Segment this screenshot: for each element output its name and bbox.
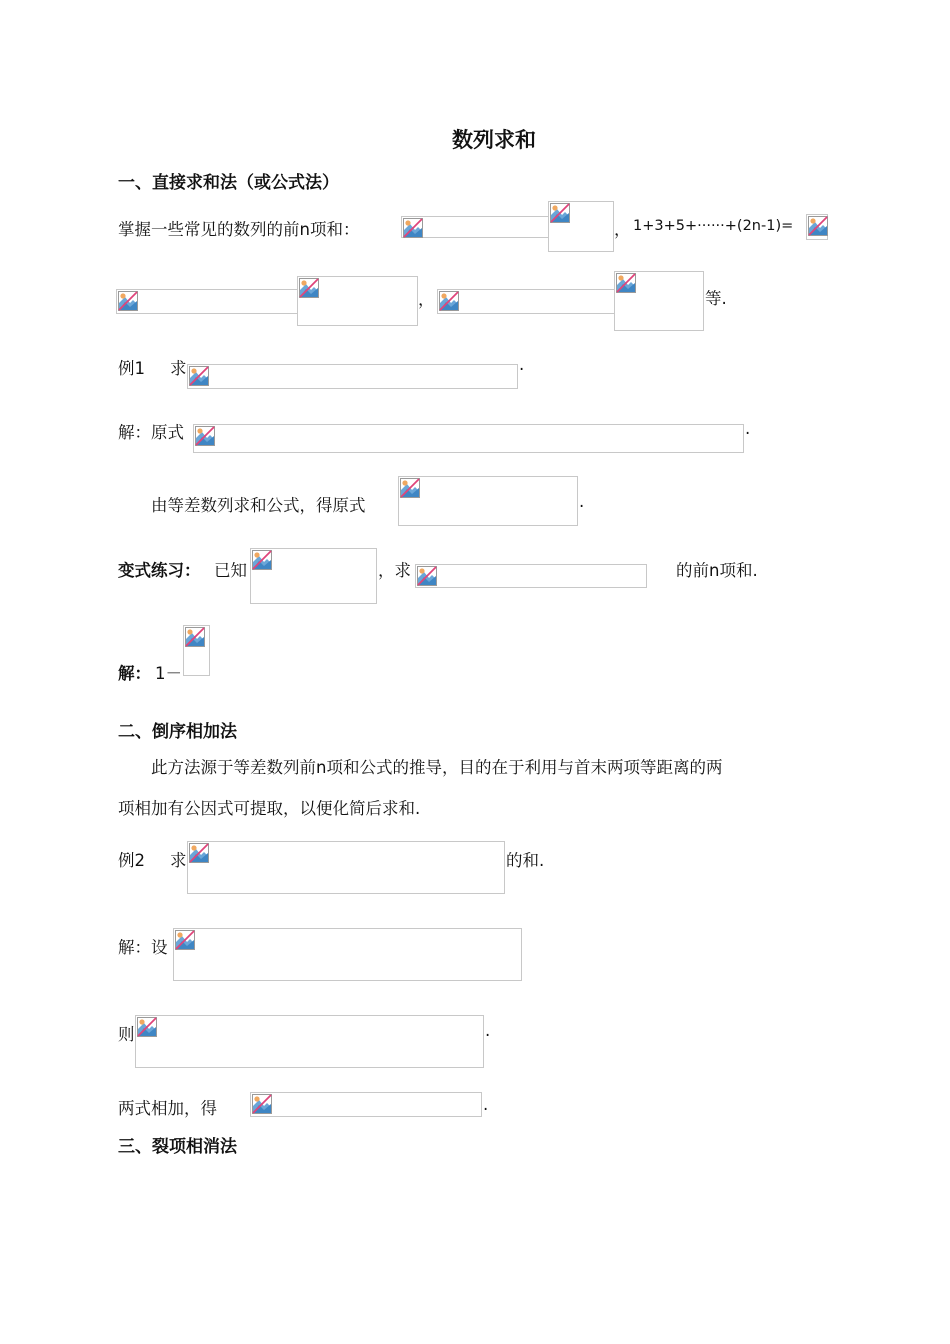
then-label: 则	[118, 1025, 135, 1044]
broken-image-icon	[252, 550, 272, 570]
broken-image-icon	[118, 291, 138, 311]
formula-image	[398, 476, 578, 526]
broken-image-icon	[185, 627, 205, 647]
page-title: 数列求和	[452, 128, 536, 152]
broken-image-icon	[137, 1017, 157, 1037]
variant-label: 变式练习：	[118, 561, 201, 580]
period: .	[485, 1021, 491, 1040]
formula-image	[250, 548, 377, 604]
broken-image-icon	[400, 478, 420, 498]
comma: ，	[418, 290, 435, 309]
formula-image	[415, 564, 647, 588]
intro-text: 掌握一些常见的数列的前n项和：	[118, 220, 360, 239]
section2-paragraph-line2: 项相加有公因式可提取，以便化简后求和.	[118, 799, 421, 818]
odd-sum-text: 1+3+5+······+(2n-1)=	[633, 218, 794, 234]
broken-image-icon	[439, 291, 459, 311]
example1-label: 例1	[118, 359, 145, 378]
formula-image	[187, 841, 505, 894]
formula-image	[193, 424, 744, 453]
formula-image	[437, 289, 615, 314]
broken-image-icon	[550, 203, 570, 223]
broken-image-icon	[403, 218, 423, 238]
formula-image	[806, 214, 828, 240]
add-text: 两式相加，得	[118, 1099, 217, 1118]
broken-image-icon	[175, 930, 195, 950]
broken-image-icon	[299, 278, 319, 298]
step2-text: 由等差数列求和公式，得原式	[151, 496, 366, 515]
period: .	[745, 419, 751, 438]
variant-text-2: ，求	[378, 561, 411, 580]
formula-image	[135, 1015, 484, 1068]
example1-text: 求	[170, 359, 187, 378]
section3-heading: 三、裂项相消法	[118, 1137, 237, 1157]
variant-solution-label: 解：	[118, 664, 151, 683]
period: .	[579, 492, 585, 511]
broken-image-icon	[417, 566, 437, 586]
formula-image	[548, 201, 614, 252]
formula-image	[183, 625, 210, 676]
section1-heading: 一、直接求和法（或公式法）	[118, 173, 339, 193]
section2-paragraph-line1: 此方法源于等差数列前n项和公式的推导，目的在于利用与首末两项等距离的两	[151, 758, 723, 777]
formula-image	[614, 271, 704, 331]
variant-text-3: 的前n项和.	[676, 561, 758, 580]
etc-text: 等.	[705, 289, 727, 308]
broken-image-icon	[616, 273, 636, 293]
solution-label: 解：原式	[118, 423, 184, 442]
formula-image	[250, 1092, 482, 1117]
section2-heading: 二、倒序相加法	[118, 722, 237, 742]
period: .	[519, 355, 525, 374]
variant-text-1: 已知	[214, 561, 247, 580]
solution-set-label: 解：设	[118, 938, 168, 957]
broken-image-icon	[252, 1094, 272, 1114]
broken-image-icon	[189, 843, 209, 863]
broken-image-icon	[189, 366, 209, 386]
formula-image	[187, 364, 518, 389]
example2-tail: 的和.	[506, 851, 545, 870]
formula-image	[173, 928, 522, 981]
variant-solution-text: 1－	[155, 664, 182, 683]
formula-image	[116, 289, 298, 314]
formula-image	[297, 276, 418, 326]
period: .	[483, 1095, 489, 1114]
broken-image-icon	[808, 216, 828, 236]
example2-text: 求	[170, 851, 187, 870]
example2-label: 例2	[118, 851, 145, 870]
comma: ，	[614, 220, 631, 239]
broken-image-icon	[195, 426, 215, 446]
formula-image	[401, 216, 549, 238]
